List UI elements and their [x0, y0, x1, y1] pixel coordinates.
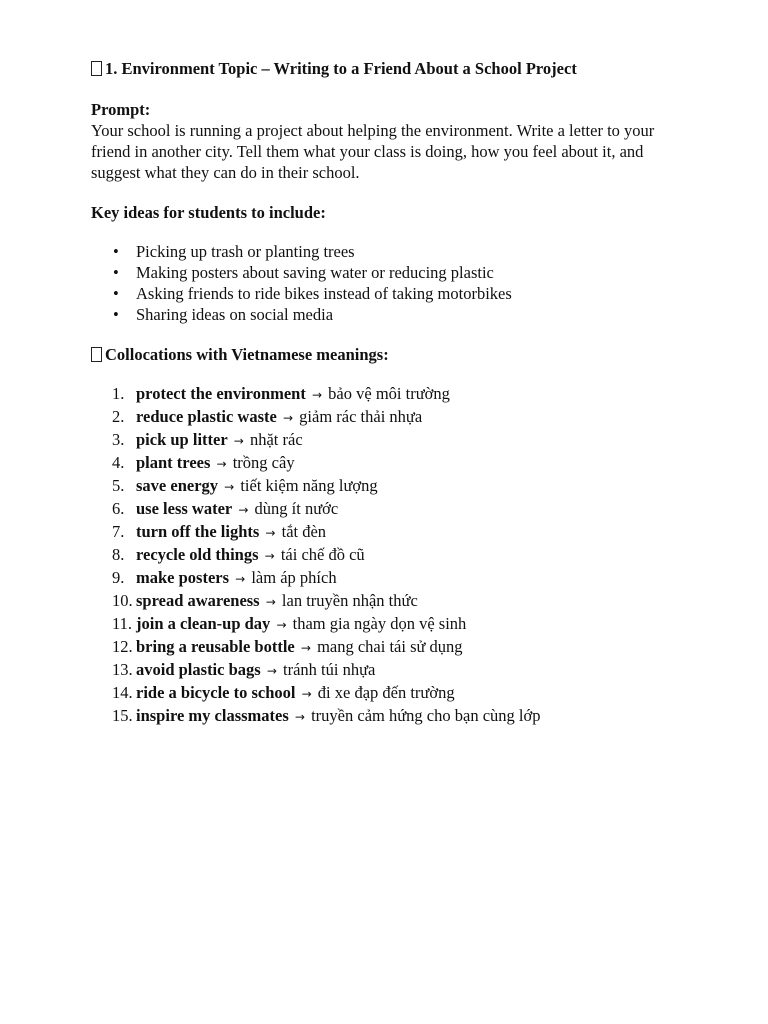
arrow-icon: → [238, 503, 249, 517]
document-page [91, 58, 691, 728]
list-item: 1. protect the environment → bảo vệ môi trường [112, 384, 450, 403]
list-item: 4. plant trees → trồng cây [112, 453, 295, 472]
bullet-icon: • [113, 284, 119, 303]
arrow-icon: → [264, 549, 275, 563]
bullet-icon: • [113, 263, 119, 282]
collocations-list [91, 383, 691, 728]
list-item: • Sharing ideas on social media [113, 305, 334, 324]
arrow-icon: → [265, 595, 276, 609]
list-item: 15. inspire my classmates → truyền cảm hứng cho bạn cùng lớp [112, 706, 541, 725]
list-item: 11. join a clean-up day → tham gia ngày dọn vệ sinh [112, 614, 467, 633]
arrow-icon: → [233, 434, 244, 448]
arrow-icon: → [266, 664, 277, 678]
arrow-icon: → [265, 526, 276, 540]
list-item: 10. spread awareness → lan truyền nhận thức [112, 591, 418, 610]
arrow-icon: → [276, 618, 287, 632]
list-item: 6. use less water → dùng ít nước [112, 499, 339, 518]
arrow-icon: → [282, 411, 294, 425]
list-item: 14. ride a bicycle to school → đi xe đạp đến trường [112, 683, 455, 702]
arrow-icon: → [294, 710, 305, 724]
list-item: • Picking up trash or planting trees [113, 242, 355, 261]
list-item: 3. pick up litter → nhặt rác [112, 430, 303, 449]
document-title [91, 58, 691, 79]
bullet-icon: • [113, 305, 119, 324]
list-item: • Making posters about saving water or reducing plastic [113, 263, 494, 282]
list-item: 8. recycle old things → tái chế đồ cũ [112, 545, 365, 564]
arrow-icon: → [300, 641, 311, 655]
collocations-heading: Collocations with Vietnamese meanings: [91, 344, 691, 365]
key-ideas-heading: Key ideas for students to include: [91, 203, 326, 222]
list-item: 7. turn off the lights → tắt đèn [112, 522, 327, 541]
arrow-icon: → [224, 480, 235, 494]
arrow-icon: → [216, 457, 227, 471]
list-item: 5. save energy → tiết kiệm năng lượng [112, 476, 378, 495]
arrow-icon: → [235, 572, 246, 586]
arrow-icon: → [311, 388, 323, 402]
list-item: 2. reduce plastic waste → giảm rác thải nhựa [112, 407, 423, 426]
prompt-label: Prompt: [91, 100, 151, 119]
key-ideas-list [91, 241, 691, 325]
prompt-text: Your school is running a project about helping the environment. Write a letter to your friend in another city. Tell them what your class is doing, how you feel about it, and suggest what they can do in their school. [91, 121, 655, 182]
title-text: 1. Environment Topic – Writing to a Friend About a School Project [105, 59, 577, 78]
list-item: 9. make posters → làm áp phích [112, 568, 337, 587]
list-item: • Asking friends to ride bikes instead of taking motorbikes [113, 284, 512, 303]
arrow-icon: → [301, 687, 312, 701]
missing-glyph-icon [91, 347, 102, 362]
missing-glyph-icon [91, 61, 102, 76]
bullet-icon: • [113, 242, 119, 261]
list-item: 13. avoid plastic bags → tránh túi nhựa [112, 660, 376, 679]
list-item: 12. bring a reusable bottle → mang chai tái sử dụng [112, 637, 463, 656]
